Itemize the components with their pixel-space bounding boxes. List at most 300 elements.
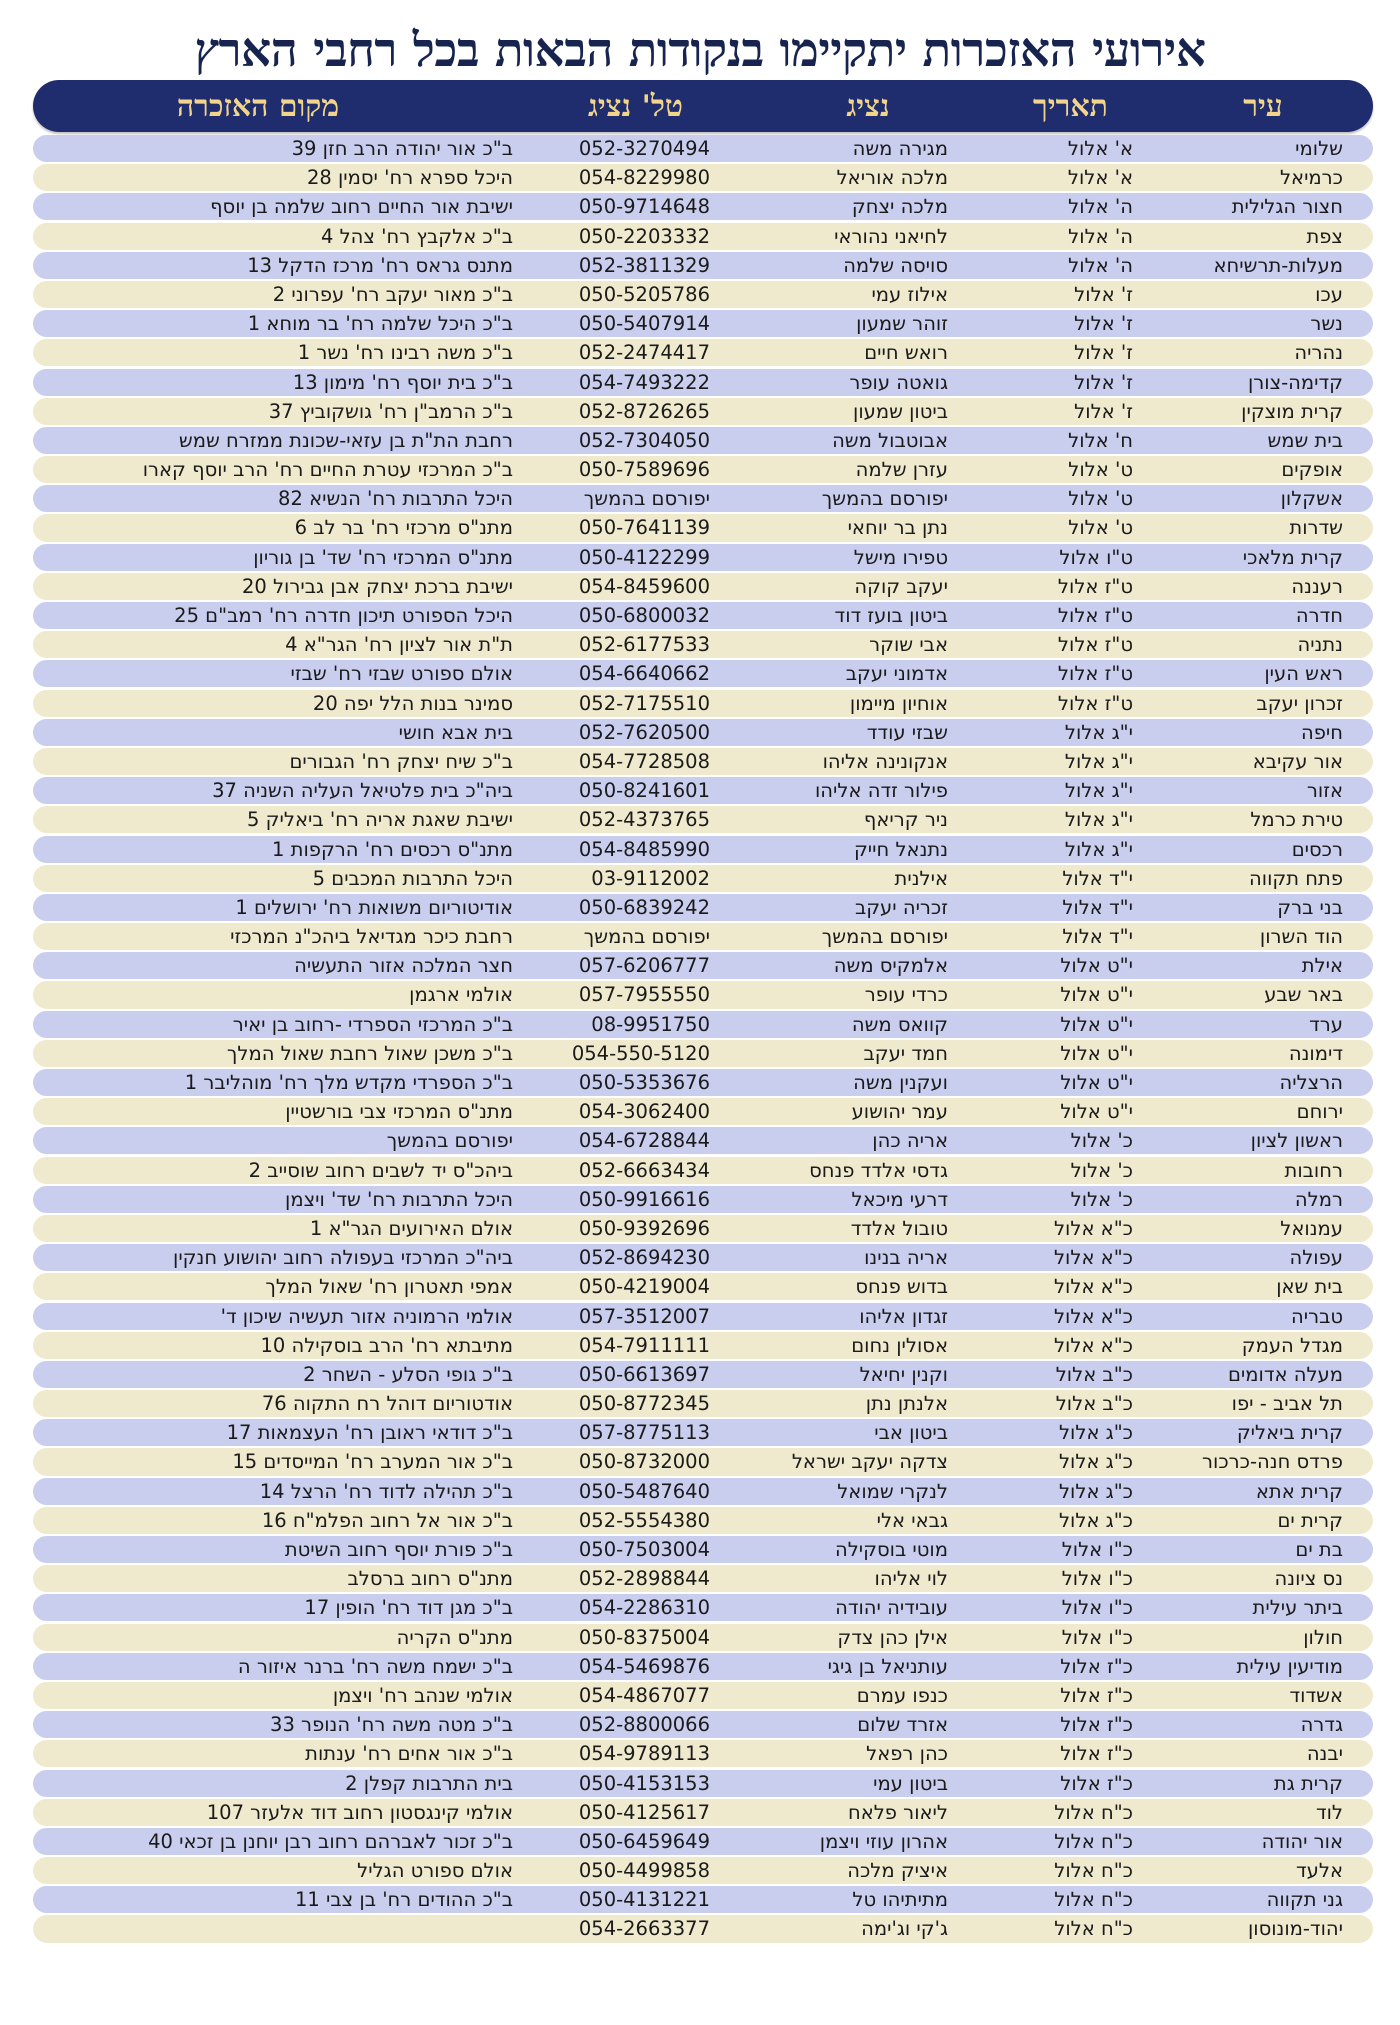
cell-rep: מגירה משה [852,137,948,161]
cell-rep: פילור זדה אליהו [814,779,948,803]
table-row [33,135,1373,162]
cell-date: כ' אלול [1070,1187,1133,1211]
cell-phone: 050-4122299 [578,545,710,569]
cell-phone: 050-8241601 [578,779,710,803]
cell-date: כ"ח אלול [1054,1800,1133,1824]
cell-rep: לנקרי שמואל [837,1479,948,1503]
header-rep: נציג [846,88,890,124]
cell-date: כ' אלול [1070,1129,1133,1153]
cell-place: ב"כ תהילה לדוד רח' הרצל 14 [259,1479,513,1503]
table-row [33,1828,1373,1855]
cell-city: תל אביב - יפו [1231,1392,1343,1416]
cell-date: י"ט אלול [1060,1041,1133,1065]
cell-place: ב"כ אלקבץ רח' צהל 4 [320,224,513,248]
table-row [33,1565,1373,1592]
table-row [33,485,1373,512]
cell-rep: אוחיון מיימון [849,691,948,715]
cell-rep: ועקנין משה [853,1071,948,1095]
cell-rep: טפירו מישל [853,545,948,569]
cell-rep: מלכה אוריאל [836,166,948,190]
cell-city: קרית מלאכי [1242,545,1343,569]
cell-city: מודיעין עילית [1236,1654,1343,1678]
cell-place: ישיבת שאגת אריה רח' ביאליק 5 [247,808,513,832]
cell-phone: 054-8229980 [578,166,710,190]
cell-date: ה' אלול [1068,224,1133,248]
cell-city: ראש העין [1264,662,1343,686]
cell-rep: אריה בנינו [864,1246,948,1270]
cell-city: צפת [1306,224,1343,248]
cell-place: אולם ספורט הגליל [357,1859,513,1883]
cell-phone: 054-4867077 [578,1683,710,1707]
cell-rep: זגדון אליהו [859,1304,948,1328]
cell-city: חולון [1303,1625,1343,1649]
cell-date: י"ג אלול [1064,808,1133,832]
header-date: תאריך [1033,88,1108,124]
cell-place: מתנ"ס רכסים רח' הרקפות 1 [272,837,513,861]
table-row [33,806,1373,833]
table-row [33,1536,1373,1563]
cell-city: קרית ים [1277,1508,1343,1532]
table-row [33,865,1373,892]
cell-place: מתנ"ס המרכזי רח' שד' בן גוריון [253,545,513,569]
cell-city: גדרה [1300,1713,1343,1737]
cell-place: בית התרבות קפלן 2 [345,1771,513,1795]
table-row [33,1069,1373,1096]
table-row [33,923,1373,950]
table-row [33,1127,1373,1154]
cell-rep: צדקה יעקב ישראל [791,1450,948,1474]
cell-phone: 050-6839242 [578,895,710,919]
cell-date: י"ד אלול [1062,925,1133,949]
cell-phone: 050-5353676 [578,1071,710,1095]
cell-phone: 052-8694230 [578,1246,710,1270]
cell-city: לוד [1315,1800,1343,1824]
cell-place: היכל התרבות המכבים 5 [312,866,513,890]
cell-phone: 050-9392696 [578,1216,710,1240]
cell-phone: 050-9714648 [578,195,710,219]
cell-place: היכל התרבות רח' שד' ויצמן [285,1187,513,1211]
cell-date: ט' אלול [1068,487,1133,511]
cell-place: ב"כ שיח יצחק רח' הגבורים [289,749,513,773]
cell-city: אלעד [1296,1859,1343,1883]
page-title: אירועי האזכרות יתקיימו בנקודות הבאות בכל רחבי הארץ [194,23,1206,78]
cell-date: י"ט אלול [1060,1100,1133,1124]
cell-rep: טובול אלדד [850,1216,948,1240]
cell-city: נתניה [1297,633,1343,657]
cell-date: כ"ג אלול [1058,1450,1133,1474]
cell-rep: יפורסם בהמשך [821,925,948,949]
cell-phone: 052-5554380 [578,1508,710,1532]
cell-phone: 052-3811329 [578,253,710,277]
cell-phone: 057-3512007 [578,1304,710,1328]
cell-place: ב"כ משה רבינו רח' נשר 1 [297,341,513,365]
cell-rep: אסולין נחום [851,1333,948,1357]
cell-city: טירת כרמל [1250,808,1343,832]
cell-phone: 054-7911111 [578,1333,710,1357]
table-row [33,193,1373,220]
cell-city: ביתר עילית [1252,1596,1343,1620]
cell-city: זכרון יעקב [1256,691,1343,715]
cell-phone: 052-6663434 [578,1158,710,1182]
cell-rep: לחיאני נהוראי [834,224,948,248]
table-row [33,631,1373,658]
cell-date: כ"א אלול [1053,1304,1133,1328]
cell-city: קדימה-צורן [1247,370,1343,394]
cell-place: ב"כ משכן שאול רחבת שאול המלך [226,1041,513,1065]
cell-city: עפולה [1289,1246,1343,1270]
table-row [33,1448,1373,1475]
cell-rep: אלמקיס משה [833,954,948,978]
cell-rep: מלכה יצחק [851,195,948,219]
cell-phone: 054-9789113 [578,1742,710,1766]
cell-phone: 057-6206777 [578,954,710,978]
table-row [33,1857,1373,1884]
table-header [33,80,1373,132]
cell-date: י"ד אלול [1062,866,1133,890]
cell-place: אודטוריום דוהל רח התקוה 76 [261,1392,513,1416]
cell-place: ב"כ הספרדי מקדש מלך רח' מוהליבר 1 [184,1071,513,1095]
cell-phone: 050-4153153 [578,1771,710,1795]
cell-place: ב"כ דודאי ראובן רח' העצמאות 17 [226,1421,513,1445]
cell-city: אילת [1301,954,1343,978]
cell-city: יבנה [1306,1742,1343,1766]
cell-phone: 050-4499858 [578,1859,710,1883]
cell-city: שדרות [1289,516,1343,540]
cell-rep: לוי אליהו [874,1567,948,1591]
cell-rep: איציק מלכה [847,1859,948,1883]
cell-city: בית שאן [1276,1275,1343,1299]
cell-rep: מוטי בוסקילה [834,1538,948,1562]
cell-rep: חמד יעקב [863,1041,948,1065]
cell-city: אור עקיבא [1252,749,1343,773]
cell-rep: אבי שוקר [869,633,948,657]
table-row [33,398,1373,425]
table-row [33,1361,1373,1388]
cell-place: ב"כ זכור לאברהם רחוב רבן יוחנן בן זכאי 40 [148,1829,513,1853]
cell-phone: 054-2286310 [578,1596,710,1620]
table-row [33,1186,1373,1213]
table-row [33,1011,1373,1038]
table-row [33,252,1373,279]
cell-date: י"ט אלול [1060,983,1133,1007]
table-row [33,281,1373,308]
table-row [33,514,1373,541]
cell-phone: 054-8485990 [578,837,710,861]
cell-place: ישיבת ברכת יצחק אבן גבירול 20 [241,574,513,598]
cell-place: אולם האירועים הגר"א 1 [309,1216,513,1240]
cell-date: ז' אלול [1074,341,1133,365]
cell-phone: 050-5487640 [578,1479,710,1503]
cell-place: מתיבתא רח' הרב בוסקילה 10 [260,1333,513,1357]
events-table [33,80,1373,1943]
cell-city: חדרה [1295,604,1343,628]
cell-city: בית שמש [1267,428,1343,452]
cell-rep: מתיתיהו טל [852,1888,948,1912]
cell-place: ישיבת אור החיים רחוב שלמה בן יוסף [210,195,513,219]
cell-date: כ"ח אלול [1054,1859,1133,1883]
cell-rep: ביטון אבי [874,1421,948,1445]
cell-place: ב"כ אור אחים רח' ענתות [305,1742,513,1766]
cell-rep: ביטון שמעון [853,399,948,423]
cell-phone: 057-8775113 [578,1421,710,1445]
cell-phone: 054-6640662 [578,662,710,686]
cell-place: מתנ"ס רחוב ברסלב [347,1567,513,1591]
cell-phone: 050-6459649 [578,1829,710,1853]
cell-date: כ"ג אלול [1058,1479,1133,1503]
cell-city: מעלה אדומים [1227,1362,1343,1386]
cell-place: אולם ספורט שבזי רח' שבזי [290,662,513,686]
cell-date: ז' אלול [1074,282,1133,306]
table-row [33,1390,1373,1417]
cell-rep: דרעי מיכאל [851,1187,948,1211]
table-row [33,777,1373,804]
cell-place: ב"כ המרכזי הספרדי -רחוב בן יאיר [232,1012,513,1036]
cell-place: מתנ"ס הקריה [396,1625,513,1649]
cell-rep: יעקב קוקה [854,574,948,598]
cell-place: סמינר בנות הלל יפה 20 [312,691,513,715]
cell-date: כ"ו אלול [1061,1596,1133,1620]
cell-rep: עותניאל בן גיגי [827,1654,948,1678]
cell-date: ט"ז אלול [1057,604,1133,628]
table-row [33,223,1373,250]
cell-date: כ"ז אלול [1060,1683,1133,1707]
cell-date: כ"ב אלול [1055,1392,1133,1416]
cell-place: ב"כ ישמח משה רח' ברנר איזור ה [237,1654,513,1678]
cell-city: חיפה [1300,720,1343,744]
cell-place: אולמי שנהב רח' ויצמן [332,1683,513,1707]
cell-place: ב"כ בית יוסף רח' מימון 13 [292,370,513,394]
cell-phone: 052-6177533 [578,633,710,657]
cell-place: ב"כ מאור יעקב רח' עפרוני 2 [272,282,513,306]
cell-phone: 054-6728844 [578,1129,710,1153]
cell-rep: רואש חיים [864,341,948,365]
cell-phone: 050-8375004 [578,1625,710,1649]
cell-rep: אילנית [894,866,948,890]
cell-date: ט"ז אלול [1057,662,1133,686]
table-row [33,1886,1373,1913]
cell-rep: עובידיה יהודה [835,1596,948,1620]
cell-date: כ"ו אלול [1061,1567,1133,1591]
cell-city: רחובות [1284,1158,1343,1182]
cell-date: י"ד אלול [1062,895,1133,919]
cell-rep: נתן בר יוחאי [847,516,948,540]
cell-place: ב"כ אור המערב רח' המייסדים 15 [232,1450,513,1474]
cell-date: כ"ו אלול [1061,1538,1133,1562]
cell-phone: 052-3270494 [578,137,710,161]
header-phone: טל' נציג [587,88,684,124]
cell-place: ביהכ"ס יד לשבים רחוב שוסייב 2 [248,1158,513,1182]
table-row [33,164,1373,191]
cell-date: כ"ח אלול [1054,1888,1133,1912]
cell-rep: אילן כהן צדק [837,1625,948,1649]
table-row [33,1915,1373,1942]
cell-city: כרמיאל [1279,166,1343,190]
cell-phone: 050-4131221 [578,1888,710,1912]
cell-phone: 052-7620500 [578,720,710,744]
table-row [33,1653,1373,1680]
cell-date: ט"ז אלול [1057,574,1133,598]
cell-rep: זוהר שמעון [856,312,948,336]
cell-rep: גדסי אלדד פנחס [809,1158,948,1182]
table-row [33,456,1373,483]
table-row [33,573,1373,600]
cell-date: י"ט אלול [1060,1012,1133,1036]
cell-phone: 050-9916616 [578,1187,710,1211]
table-row [33,660,1373,687]
cell-place: מתנ"ס מרכזי רח' בר לב 6 [294,516,513,540]
cell-date: כ"ג אלול [1058,1508,1133,1532]
cell-rep: ביטון בועז דוד [834,604,948,628]
cell-place: ביה"כ המרכזי בעפולה רחוב יהושוע חנקין [173,1246,513,1270]
cell-rep: עזרן שלמה [855,458,948,482]
cell-date: כ"א אלול [1053,1216,1133,1240]
cell-city: ראשון לציון [1250,1129,1343,1153]
cell-city: באר שבע [1264,983,1343,1007]
cell-date: כ"ז אלול [1060,1654,1133,1678]
cell-date: ח' אלול [1068,428,1133,452]
table-row [33,1682,1373,1709]
cell-phone: 052-2898844 [578,1567,710,1591]
cell-city: גני תקווה [1266,1888,1343,1912]
cell-date: ט"ז אלול [1057,633,1133,657]
table-row [33,1040,1373,1067]
cell-city: פתח תקווה [1249,866,1343,890]
cell-phone: 054-7493222 [578,370,710,394]
cell-city: נס ציונה [1274,1567,1343,1591]
table-row [33,719,1373,746]
cell-city: רכסים [1291,837,1343,861]
cell-city: עכו [1315,282,1343,306]
cell-city: פרדס חנה-כרכור [1202,1450,1343,1474]
cell-date: כ"ח אלול [1054,1829,1133,1853]
cell-phone: 050-8732000 [578,1450,710,1474]
cell-place: רחבת הת"ת בן עזאי-שכונת ממזרח שמש [178,428,513,452]
cell-place: ב"כ היכל שלמה רח' בר מוחא 1 [247,312,513,336]
cell-rep: בדוש פנחס [855,1275,948,1299]
cell-rep: וקנין יחיאל [859,1362,948,1386]
table-row [33,1740,1373,1767]
cell-rep: כרדי עופר [864,983,948,1007]
cell-place: היכל התרבות רח' הנשיא 82 [278,487,513,511]
table-row [33,339,1373,366]
cell-phone: 052-7175510 [578,691,710,715]
cell-place: היכל ספרא רח' יסמין 28 [306,166,513,190]
cell-phone: 054-3062400 [578,1100,710,1124]
cell-date: י"ט אלול [1060,954,1133,978]
cell-place: ב"כ אור אל רחוב הפלמ"ח 16 [261,1508,513,1532]
cell-city: קרית מוצקין [1241,399,1343,423]
table-row [33,1303,1373,1330]
cell-place: היכל הספורט תיכון חדרה רח' רמב"ם 25 [174,604,513,628]
cell-phone: 054-550-5120 [571,1041,710,1065]
table-row [33,544,1373,571]
cell-phone: 050-4219004 [578,1275,710,1299]
cell-date: ט"ז אלול [1057,691,1133,715]
cell-city: אזור [1306,779,1343,803]
cell-rep: כהן רפאל [866,1742,948,1766]
cell-date: א' אלול [1067,166,1133,190]
cell-date: ט' אלול [1068,458,1133,482]
cell-place: ב"כ פורת יוסף רחוב השיטת [284,1538,513,1562]
cell-date: ט"ו אלול [1059,545,1133,569]
table-row [33,427,1373,454]
cell-city: טבריה [1290,1304,1343,1328]
cell-rep: יפורסם בהמשך [821,487,948,511]
table-row [33,836,1373,863]
table-body [33,135,1373,1943]
table-row [33,369,1373,396]
cell-rep: ליאור פלאח [847,1800,948,1824]
cell-place: ב"כ ההודים רח' בן צבי 11 [294,1888,513,1912]
cell-place: אולמי הרמוניה אזור תעשיה שיכון ד' [220,1304,513,1328]
cell-date: י"ג אלול [1064,837,1133,861]
cell-date: כ"ג אלול [1058,1421,1133,1445]
cell-rep: שבזי עודד [866,720,948,744]
cell-phone: 050-7641139 [578,516,710,540]
table-row [33,1507,1373,1534]
cell-phone: 050-6800032 [578,604,710,628]
cell-phone: 054-8459600 [578,574,710,598]
cell-place: ת"ת אור לציון רח' הגר"א 4 [285,633,513,657]
table-row [33,1157,1373,1184]
cell-phone: 052-8800066 [578,1713,710,1737]
cell-phone: 050-7503004 [578,1538,710,1562]
cell-date: ה' אלול [1068,253,1133,277]
cell-rep: קוואס משה [851,1012,948,1036]
cell-phone: 03-9112002 [591,866,710,890]
cell-phone: 054-7728508 [578,749,710,773]
cell-rep: ניר קריאף [863,808,948,832]
table-row [33,1273,1373,1300]
cell-city: קרית ביאליק [1236,1421,1343,1445]
cell-phone: 052-7304050 [578,428,710,452]
cell-date: י"ג אלול [1064,779,1133,803]
cell-city: דימונה [1288,1041,1343,1065]
cell-rep: גבאי אלי [876,1508,948,1532]
cell-date: י"ט אלול [1060,1071,1133,1095]
cell-date: כ"א אלול [1053,1275,1133,1299]
cell-phone: 050-5407914 [578,312,710,336]
cell-city: שלומי [1295,137,1343,161]
cell-city: יהוד-מונוסון [1247,1917,1343,1941]
cell-rep: אדמוני יעקב [845,662,948,686]
table-row [33,602,1373,629]
cell-rep: עמר יהושוע [851,1100,948,1124]
cell-date: א' אלול [1067,137,1133,161]
cell-place: אולמי קינגסטון רחוב דוד אלעזר 107 [206,1800,513,1824]
cell-rep: סויסה שלמה [843,253,948,277]
cell-place: ב"כ מטה משה רח' הנופר 33 [270,1713,513,1737]
cell-phone: 054-5469876 [578,1654,710,1678]
cell-phone: 052-2474417 [578,341,710,365]
cell-date: כ"א אלול [1053,1333,1133,1357]
cell-rep: אזרד שלום [857,1713,948,1737]
cell-city: רעננה [1291,574,1343,598]
cell-city: נשר [1310,312,1343,336]
table-row [33,894,1373,921]
table-row [33,1419,1373,1446]
cell-date: ז' אלול [1074,399,1133,423]
cell-phone: 050-7589696 [578,458,710,482]
cell-place: אמפי תאטרון רח' שאול המלך [265,1275,513,1299]
cell-phone: 050-4125617 [578,1800,710,1824]
table-row [33,1770,1373,1797]
table-row [33,1711,1373,1738]
cell-rep: אילוז עמי [871,282,948,306]
cell-date: כ"ז אלול [1060,1771,1133,1795]
cell-phone: 050-2203332 [578,224,710,248]
table-row [33,1332,1373,1359]
